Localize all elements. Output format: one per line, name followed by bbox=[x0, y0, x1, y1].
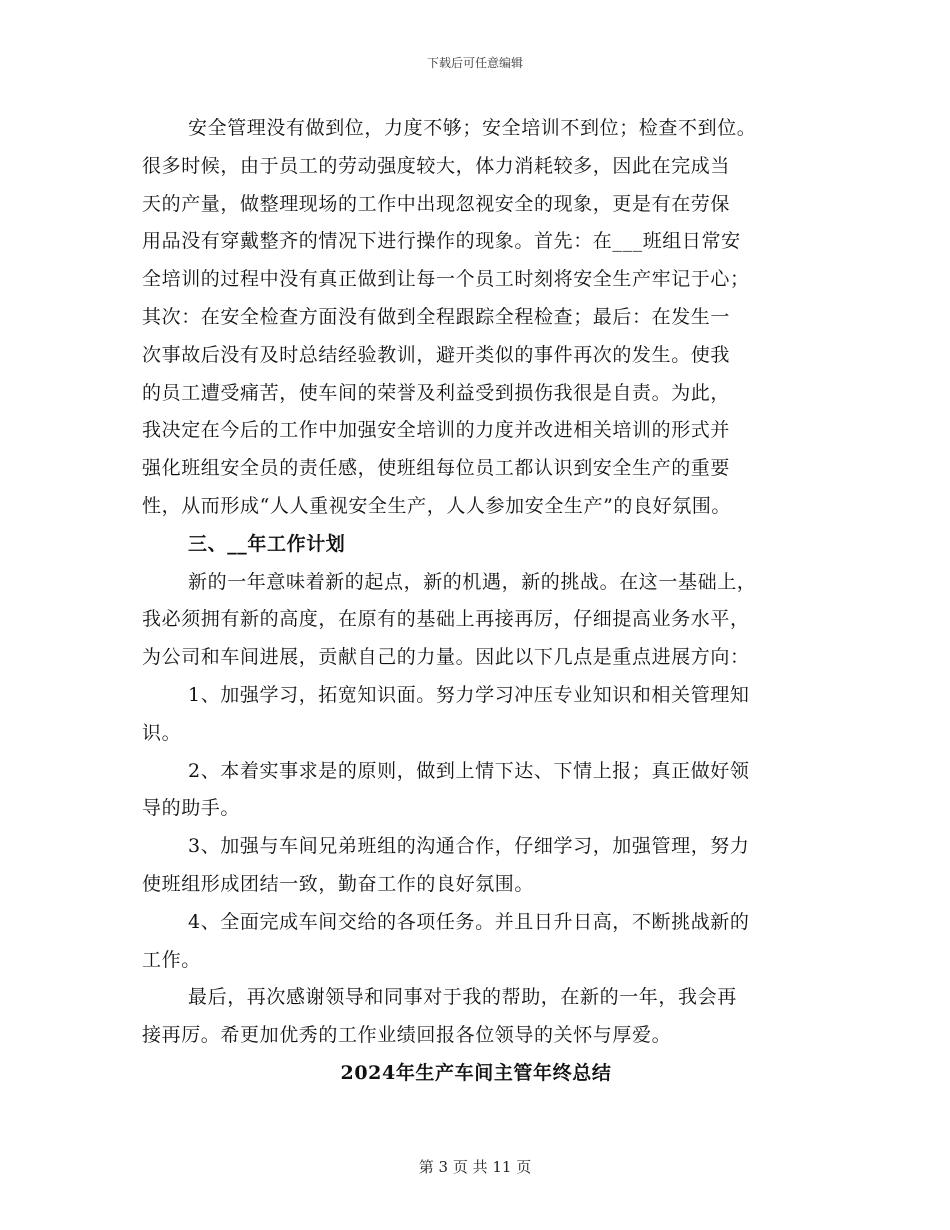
paragraph-line: 天的产量，做整理现场的工作中出现忽视安全的现象，更是有在劳保 bbox=[142, 192, 731, 215]
paragraph-line: 我必须拥有新的高度，在原有的基础上再接再厉，仔细提高业务水平， bbox=[142, 608, 750, 631]
list-item-line: 工作。 bbox=[142, 948, 201, 971]
list-item-line: 识。 bbox=[142, 721, 182, 744]
paragraph-line: 很多时候，由于员工的劳动强度较大，体力消耗较多，因此在完成当 bbox=[142, 154, 731, 177]
list-item-line: 使班组形成团结一致，勤奋工作的良好氛围。 bbox=[142, 872, 535, 895]
paragraph-line: 全培训的过程中没有真正做到让每一个员工时刻将安全生产牢记于心； bbox=[142, 268, 750, 291]
document-title: 2024年生产车间主管年终总结 bbox=[340, 1061, 612, 1084]
list-item-line: 1、加强学习，拓宽知识面。努力学习冲压专业知识和相关管理知 bbox=[188, 683, 750, 706]
paragraph-line: 我决定在今后的工作中加强安全培训的力度并改进相关培训的形式并 bbox=[142, 419, 731, 442]
paragraph-line: 的员工遭受痛苦，使车间的荣誉及利益受到损伤我很是自责。为此， bbox=[142, 381, 731, 404]
paragraph-line: 次事故后没有及时总结经验教训，避开类似的事件再次的发生。使我 bbox=[142, 343, 731, 366]
list-item-line: 导的助手。 bbox=[142, 797, 241, 820]
paragraph-line: 其次：在安全检查方面没有做到全程跟踪全程检查；最后：在发生一 bbox=[142, 305, 731, 328]
paragraph-line: 为公司和车间进展，贡献自己的力量。因此以下几点是重点进展方向： bbox=[142, 646, 750, 669]
list-item-line: 4、全面完成车间交给的各项任务。并且日升日高，不断挑战新的 bbox=[188, 910, 750, 933]
list-item-line: 3、加强与车间兄弟班组的沟通合作，仔细学习，加强管理，努力 bbox=[188, 835, 750, 858]
paragraph-line: 最后，再次感谢领导和同事对于我的帮助，在新的一年，我会再 bbox=[188, 986, 737, 1009]
document-body bbox=[142, 110, 810, 1093]
paragraph-line: 用品没有穿戴整齐的情况下进行操作的现象。首先：在___班组日常安 bbox=[142, 230, 741, 253]
paragraph-line: 新的一年意味着新的起点，新的机遇，新的挑战。在这一基础上， bbox=[188, 570, 757, 593]
page-header: 下载后可任意编辑 bbox=[426, 56, 523, 70]
section-heading: 三、__年工作计划 bbox=[188, 532, 346, 555]
paragraph-line: 性，从而形成“人人重视安全生产，人人参加安全生产”的良好氛围。 bbox=[142, 494, 732, 517]
paragraph-line: 强化班组安全员的责任感，使班组每位员工都认识到安全生产的重要 bbox=[142, 457, 731, 480]
paragraph-line: 接再厉。希更加优秀的工作业绩回报各位领导的关怀与厚爱。 bbox=[142, 1024, 672, 1047]
paragraph-line: 安全管理没有做到位，力度不够；安全培训不到位；检查不到位。 bbox=[188, 117, 757, 139]
list-item-line: 2、本着实事求是的原则，做到上情下达、下情上报；真正做好领 bbox=[188, 759, 750, 782]
page-footer: 第 3 页 共 11 页 bbox=[418, 1158, 532, 1176]
